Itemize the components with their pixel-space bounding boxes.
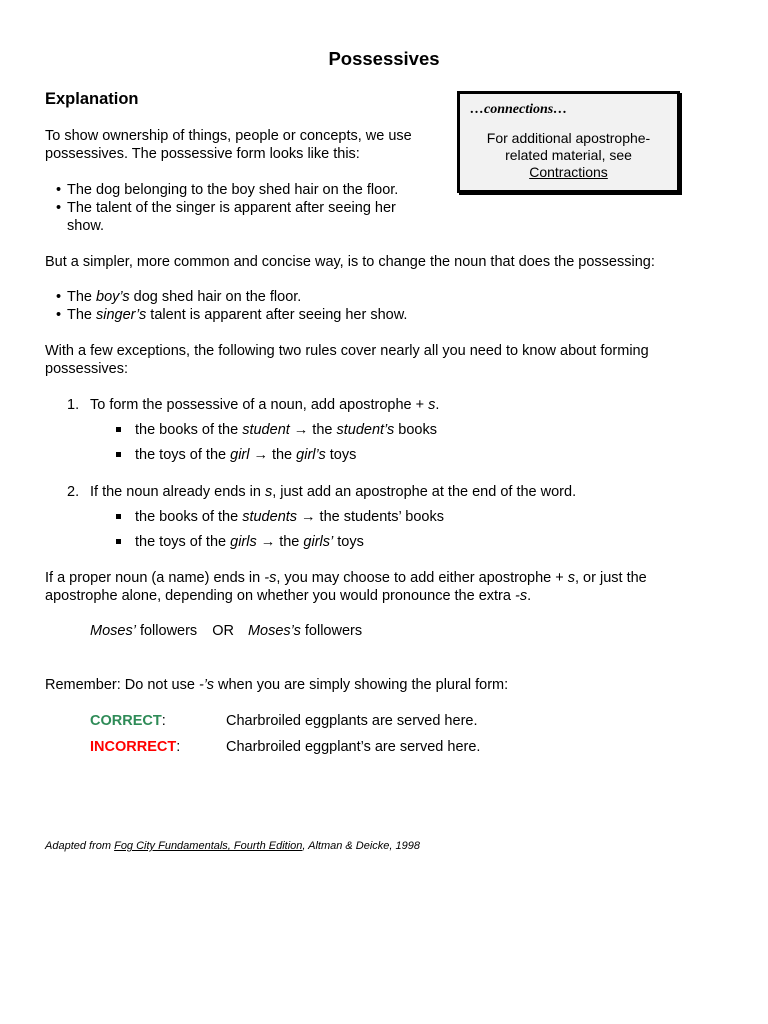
bullet-icon: •: [56, 182, 62, 198]
section-heading: Explanation: [45, 90, 139, 108]
rule-1: 1. To form the possessive of a noun, add apostrophe + s.: [67, 397, 440, 413]
connections-box: [457, 91, 680, 193]
proper-noun-line-1: If a proper noun (a name) ends in -s, you may choose to add either apostrophe + s, or just the: [45, 570, 647, 586]
proper-noun-paragraph: [45, 569, 695, 605]
square-bullet-icon: [116, 452, 121, 457]
remember-paragraph: Remember: Do not use -’s when you are simply showing the plural form:: [45, 677, 509, 693]
incorrect-label: INCORRECT:: [90, 739, 181, 755]
connections-title: …connections…: [470, 102, 568, 117]
arrow-icon: →: [293, 422, 309, 438]
rule-2-example-1: the books of the students → the students’ books: [135, 509, 444, 525]
proper-noun-line-2: apostrophe alone, depending on whether you would pronounce the extra -s.: [45, 588, 532, 604]
arrow-icon: →: [301, 509, 316, 525]
rule-1-example-2: the toys of the girl → the girl’s toys: [135, 447, 357, 463]
rule-1-example-1: the books of the student → the student’s books: [135, 422, 437, 438]
simpler-bullet-list: [45, 288, 695, 324]
moses-example: Moses’ followers OR Moses’s followers: [90, 623, 363, 639]
arrow-icon: →: [260, 534, 276, 550]
square-bullet-icon: [116, 427, 121, 432]
intro-bullet-list: [45, 181, 425, 235]
connections-text-body: For additional apostrophe-related material, see: [486, 130, 651, 163]
rule-number: 1.: [67, 397, 80, 413]
contractions-link[interactable]: Contractions: [529, 164, 608, 180]
square-bullet-icon: [116, 539, 121, 544]
page-title: Possessives: [328, 48, 440, 69]
list-item: • The talent of the singer is apparent after seeing her show.: [56, 200, 396, 234]
rule-2: 2. If the noun already ends in s, just add an apostrophe at the end of the word.: [67, 484, 577, 500]
arrow-icon: →: [253, 447, 268, 463]
incorrect-sentence: Charbroiled eggplant’s are served here.: [226, 739, 481, 755]
rule-2-example-2: the toys of the girls → the girls’ toys: [135, 534, 364, 550]
correct-label: CORRECT:: [90, 713, 166, 729]
or-separator: OR: [212, 623, 234, 639]
square-bullet-icon: [116, 514, 121, 519]
bullet-icon: •: [56, 307, 62, 323]
list-item: • The singer’s talent is apparent after seeing her show.: [56, 307, 408, 323]
simpler-paragraph: But a simpler, more common and concise way, is to change the noun that does the possessing:: [45, 254, 655, 270]
rules-intro-paragraph: With a few exceptions, the following two rules cover nearly all you need to know about forming possessives:: [45, 343, 649, 377]
footer-citation: Adapted from Fog City Fundamentals, Fourth Edition, Altman & Deicke, 1998: [45, 840, 421, 852]
correct-sentence: Charbroiled eggplants are served here.: [226, 713, 478, 729]
list-item: • The boy’s dog shed hair on the floor.: [56, 289, 302, 305]
rule-number: 2.: [67, 484, 80, 500]
intro-paragraph: To show ownership of things, people or concepts, we use possessives. The possessive form looks like this:: [45, 128, 412, 162]
list-item: • The dog belonging to the boy shed hair on the floor.: [56, 182, 399, 198]
connections-text: [466, 130, 671, 181]
bullet-icon: •: [56, 200, 62, 216]
bullet-icon: •: [56, 289, 62, 305]
source-link[interactable]: Fog City Fundamentals, Fourth Edition: [114, 840, 303, 852]
